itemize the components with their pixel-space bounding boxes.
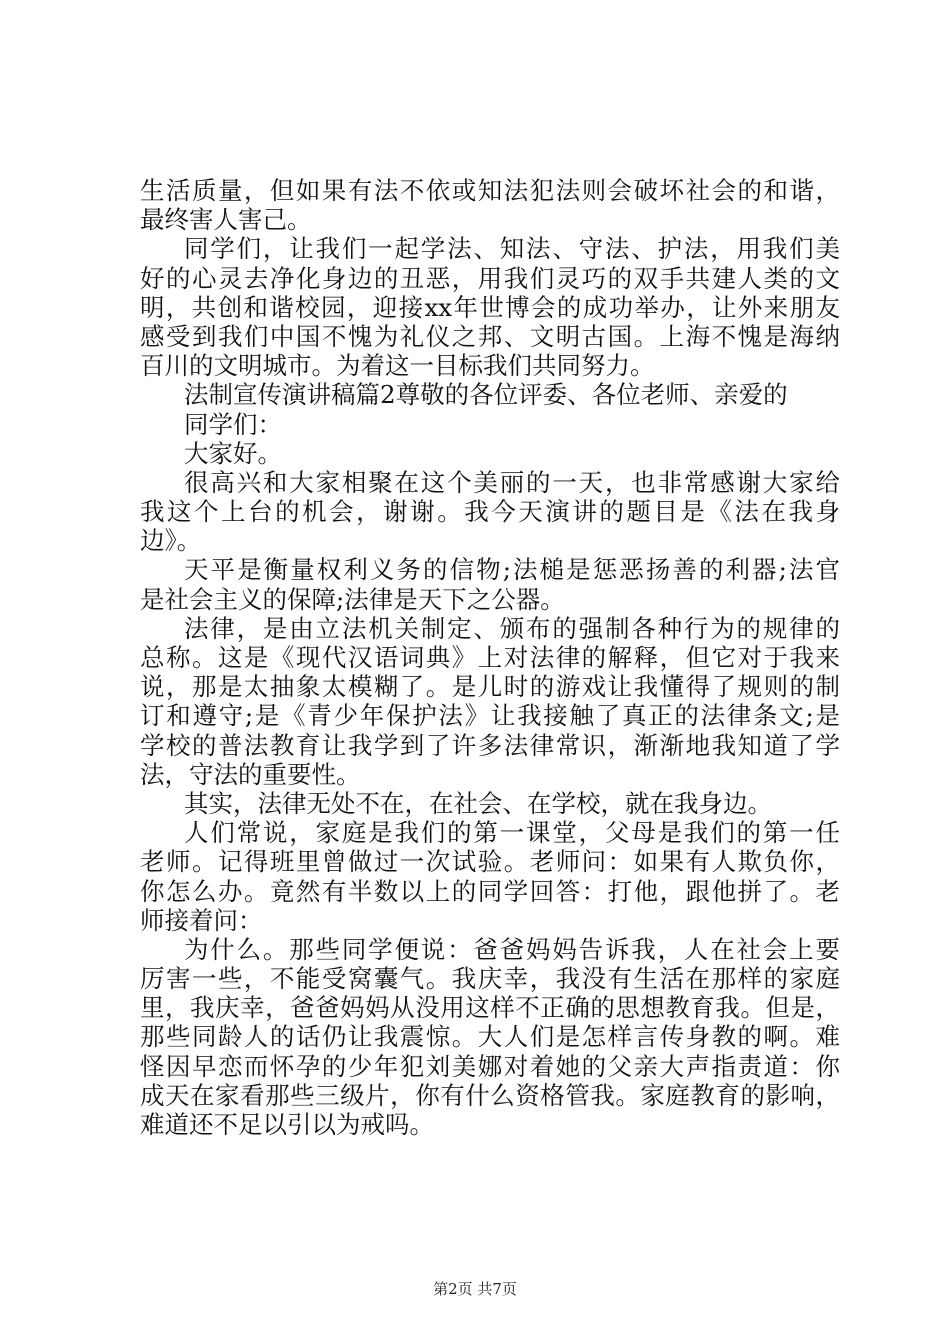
text-line: 人们常说，家庭是我们的第一课堂，父母是我们的第一任 xyxy=(184,818,840,848)
text-line: 成天在家看那些三级片，你有什么资格管我。家庭教育的影响， xyxy=(140,1080,840,1110)
text-line: 里，我庆幸，爸爸妈妈从没用这样不正确的思想教育我。但是， xyxy=(140,993,840,1023)
text-line: 法律，是由立法机关制定、颁布的强制各种行为的规律的 xyxy=(184,613,840,643)
text-line: 很高兴和大家相聚在这个美丽的一天，也非常感谢大家给 xyxy=(184,467,840,497)
page-number-label: 第2页 共7页 xyxy=(433,1280,517,1298)
text-line: 天平是衡量权利义务的信物;法槌是惩恶扬善的利器;法官 xyxy=(184,555,840,585)
text-line: 感受到我们中国不愧为礼仪之邦、文明古国。上海不愧是海纳 xyxy=(140,321,840,351)
text-line: 生活质量，但如果有法不依或知法犯法则会破坏社会的和谐， xyxy=(140,176,840,205)
text-line: 老师。记得班里曾做过一次试验。老师问：如果有人欺负你， xyxy=(140,847,840,877)
text-line: 好的心灵去净化身边的丑恶，用我们灵巧的双手共建人类的文 xyxy=(140,263,840,293)
text-line: 是社会主义的保障;法律是天下之公器。 xyxy=(140,584,565,614)
text-line: 边》。 xyxy=(140,526,202,556)
text-line: 我这个上台的机会，谢谢。我今天演讲的题目是《法在我身 xyxy=(140,497,840,527)
page-footer xyxy=(0,1279,950,1299)
text-line: 大家好。 xyxy=(184,438,282,468)
text-line: 那些同龄人的话仍让我震惊。大人们是怎样言传身教的啊。难 xyxy=(140,1022,840,1052)
text-line: 学校的普法教育让我学到了许多法律常识，渐渐地我知道了学 xyxy=(140,730,840,760)
text-line: 同学们： xyxy=(184,409,282,439)
text-line: 厉害一些，不能受窝囊气。我庆幸，我没有生活在那样的家庭 xyxy=(140,964,840,994)
text-line: 你怎么办。竟然有半数以上的同学回答：打他，跟他拼了。老 xyxy=(140,876,840,906)
text-line: 说，那是太抽象太模糊了。是儿时的游戏让我懂得了规则的制 xyxy=(140,672,840,702)
text-line: 订和遵守;是《青少年保护法》让我接触了真正的法律条文;是 xyxy=(140,701,840,731)
text-line: 总称。这是《现代汉语词典》上对法律的解释，但它对于我来 xyxy=(140,643,840,672)
text-line: 明，共创和谐校园，迎接xx年世博会的成功举办，让外来朋友 xyxy=(140,292,840,322)
text-line: 其实，法律无处不在，在社会、在学校，就在我身边。 xyxy=(184,788,772,818)
document-body xyxy=(140,176,840,1139)
text-line: 同学们，让我们一起学法、知法、守法、护法，用我们美 xyxy=(184,234,840,264)
text-line: 法，守法的重要性。 xyxy=(140,759,361,789)
text-line: 最终害人害己。 xyxy=(140,205,312,235)
text-line: 为什么。那些同学便说：爸爸妈妈告诉我，人在社会上要 xyxy=(184,934,840,964)
text-line: 百川的文明城市。为着这一目标我们共同努力。 xyxy=(140,351,655,381)
text-line: 师接着问： xyxy=(140,905,263,935)
text-line: 怪因早恋而怀孕的少年犯刘美娜对着她的父亲大声指责道：你 xyxy=(140,1051,840,1081)
text-line: 难道还不足以引以为戒吗。 xyxy=(140,1110,434,1139)
text-line: 法制宣传演讲稿篇2尊敬的各位评委、各位老师、亲爱的 xyxy=(184,380,788,410)
